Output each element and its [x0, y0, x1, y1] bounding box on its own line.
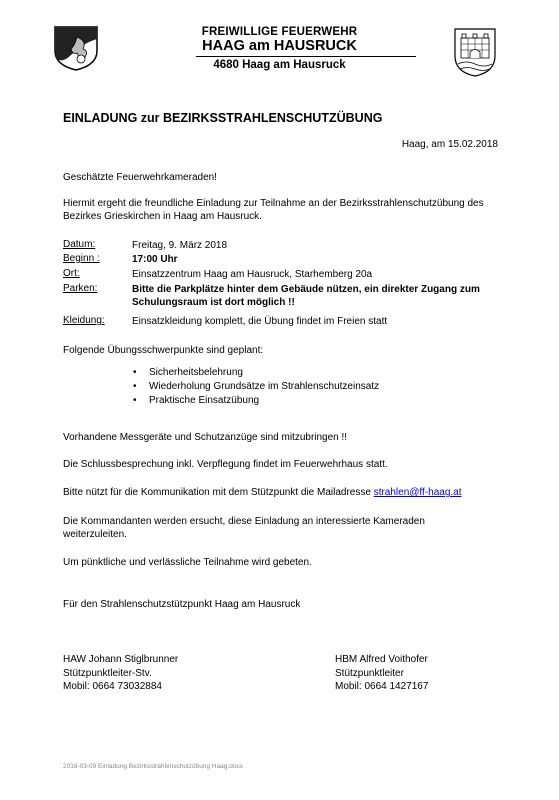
focus-intro: Folgende Übungsschwerpunkte sind geplant:	[63, 345, 264, 356]
detail-value-start: 17:00 Uhr	[132, 254, 178, 265]
equipment-note: Vorhandene Messgeräte und Schutzanzüge sind mitzubringen !!	[63, 432, 348, 443]
list-item: • Wiederholung Grundsätze im Strahlenschutzeinsatz	[130, 380, 379, 394]
signature-role: Stützpunktleiter-Stv.	[63, 667, 152, 679]
document-date: Haag, am 15.02.2018	[401, 139, 498, 150]
contact-email-link[interactable]: strahlen@ff-haag.at	[373, 487, 462, 498]
on-behalf-line: Für den Strahlenschutzstützpunkt Haag am Hausruck	[63, 599, 301, 610]
contact-paragraph	[63, 486, 503, 499]
detail-value-date: Freitag, 9. März 2018	[132, 240, 228, 251]
detail-label-start: Beginn :	[63, 253, 100, 264]
detail-label-clothing: Kleidung:	[63, 315, 105, 326]
signature-name: HAW Johann Stiglbrunner	[63, 654, 179, 665]
org-name-line2: HAAG am HAUSRUCK	[202, 38, 357, 54]
list-item: • Praktische Einsatzübung	[130, 394, 379, 408]
signature-name: HBM Alfred Voithofer	[335, 654, 428, 665]
commanders-note: Die Kommandanten werden ersucht, diese Einladung an interessierte Kameraden weiterzuleiten.	[63, 516, 425, 540]
detail-value-location: Einsatzzentrum Haag am Hausruck, Starhemberg 20a	[132, 269, 373, 280]
document-title: EINLADUNG zur BEZIRKSSTRAHLENSCHUTZÜBUNG	[63, 111, 383, 125]
signature-phone: Mobil: 0664 1427167	[335, 681, 429, 692]
focus-list	[130, 366, 379, 408]
document-footer-filename: 2018-03-09 Einladung Bezirksstrahlenschutzübung Haag.docx	[63, 763, 243, 770]
signature-role: Stützpunktleiter	[335, 667, 404, 679]
intro-paragraph: Hiermit ergeht die freundliche Einladung zur Teilnahme an der Bezirksstrahlenschutzübung des Bezirkes Grieskirchen in Haag am Hausruck.	[63, 198, 484, 222]
greeting: Geschätzte Feuerwehrkameraden!	[63, 172, 217, 183]
detail-label-date: Datum:	[63, 239, 96, 250]
detail-value-clothing: Einsatzkleidung komplett, die Übung findet im Freien statt	[132, 316, 388, 327]
detail-label-parking: Parken:	[63, 283, 98, 294]
list-item: • Sicherheitsbelehrung	[130, 366, 379, 380]
header-divider	[196, 56, 416, 57]
detail-value-parking: Bitte die Parkplätze hinter dem Gebäude nützen, ein direkter Zugang zum Schulungsraum ist dort möglich !!	[132, 284, 480, 308]
org-name-line1: FREIWILLIGE FEUERWEHR	[201, 26, 358, 38]
org-address: 4680 Haag am Hausruck	[213, 59, 346, 71]
signature-right	[335, 653, 428, 694]
signature-phone: Mobil: 0664 73032884	[63, 681, 162, 692]
signature-left	[63, 653, 178, 694]
debrief-note: Die Schlussbesprechung inkl. Verpflegung findet im Feuerwehrhaus statt.	[63, 459, 388, 470]
contact-text: Bitte nützt für die Kommunikation mit dem Stützpunkt die Mailadresse	[63, 487, 374, 498]
detail-label-location: Ort:	[63, 268, 80, 279]
closing-note: Um pünktliche und verlässliche Teilnahme wird gebeten.	[63, 557, 312, 568]
